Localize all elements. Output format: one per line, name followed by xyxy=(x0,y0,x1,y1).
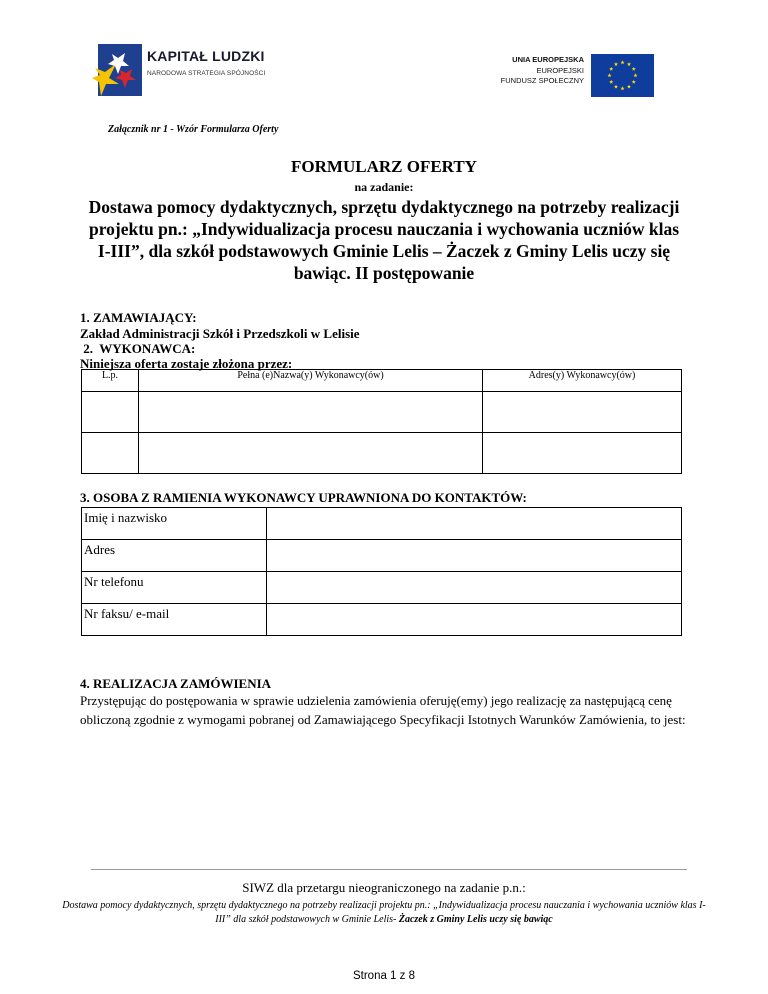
eu-logo-line1: UNIA EUROPEJSKA xyxy=(512,55,584,64)
kapital-ludzki-subtitle: NARODOWA STRATEGIA SPÓJNOŚCI xyxy=(147,70,266,77)
kapital-ludzki-title: KAPITAŁ LUDZKI xyxy=(147,48,265,64)
contractor-cell-address[interactable] xyxy=(483,433,682,474)
eu-logo xyxy=(492,53,662,98)
contact-value-name[interactable] xyxy=(267,508,682,540)
contractor-cell-lp[interactable] xyxy=(82,392,139,433)
section1-value: Zakład Administracji Szkół i Przedszkoli w Lelisie xyxy=(80,326,360,341)
contractor-table-header xyxy=(82,370,682,392)
contact-label-address: Adres xyxy=(82,540,267,572)
footer-divider xyxy=(91,869,687,870)
contact-row-address xyxy=(82,540,682,572)
contractor-row xyxy=(82,392,682,433)
section4-text: Przystępując do postępowania w sprawie udzielenia zamówienia oferuję(emy) jego realizację za następującą cenę obliczoną zgodnie z wymogami pobranej od Zamawiającego Specyfikacji Istotnych Warunków Zamówienia, to jest: xyxy=(80,693,686,727)
annex-label: Załącznik nr 1 - Wzór Formularza Oferty xyxy=(108,124,279,135)
footer-page-number: Strona 1 z 8 xyxy=(352,970,415,982)
eu-logo-line3: FUNDUSZ SPOŁECZNY xyxy=(500,76,584,85)
contact-label-phone: Nr telefonu xyxy=(82,572,267,604)
contractor-cell-lp[interactable] xyxy=(82,433,139,474)
contractor-col-address: Adres(y) Wykonawcy(ów) xyxy=(483,370,682,392)
footer-line1: SIWZ dla przetargu nieograniczonego na zadanie p.n.: xyxy=(242,880,526,895)
contact-label-fax-email: Nr faksu/ e-mail xyxy=(82,604,267,636)
contractor-table xyxy=(81,369,682,474)
kapital-ludzki-emblem-icon xyxy=(92,42,144,98)
section2-heading: 2. WYKONAWCA: xyxy=(80,341,196,356)
section1-heading: 1. ZAMAWIAJĄCY: xyxy=(80,310,197,325)
contact-person-table xyxy=(81,507,682,636)
contact-row-phone xyxy=(82,572,682,604)
form-on-task: na zadanie: xyxy=(354,180,414,194)
contact-row-fax-email xyxy=(82,604,682,636)
contact-value-address[interactable] xyxy=(267,540,682,572)
eu-logo-line2: EUROPEJSKI xyxy=(536,65,584,75)
eu-flag-icon xyxy=(591,54,654,97)
footer-line2-bold: Żaczek z Gminy Lelis uczy się bawiąc xyxy=(398,913,553,925)
section3-heading: 3. OSOBA Z RAMIENIA WYKONAWCY UPRAWNIONA DO KONTAKTÓW: xyxy=(80,490,527,505)
section2-intro: Niniejsza oferta zostaje złożona przez: xyxy=(80,356,293,371)
form-title: FORMULARZ OFERTY xyxy=(291,157,477,176)
contact-row-name xyxy=(82,508,682,540)
section4-heading: 4. REALIZACJA ZAMÓWIENIA xyxy=(80,676,272,691)
contractor-row xyxy=(82,433,682,474)
contractor-col-name: Pełna (e)Nazwa(y) Wykonawcy(ów) xyxy=(139,370,483,392)
footer-line2 xyxy=(60,899,708,926)
kapital-ludzki-logo xyxy=(92,42,292,98)
contractor-col-lp: L.p. xyxy=(82,370,139,392)
eu-logo-text xyxy=(501,55,584,87)
contractor-cell-address[interactable] xyxy=(483,392,682,433)
contact-value-phone[interactable] xyxy=(267,572,682,604)
form-subject: Dostawa pomocy dydaktycznych, sprzętu dydaktycznego na potrzeby realizacji projektu pn.: „Indywidualizacja procesu nauczania i wychowania uczniów klas I-III”, dla szkół podstawowych Gminie Lelis – Żaczek z Gminy Lelis uczy się bawiąc. II postępowanie xyxy=(88,197,680,283)
contact-value-fax-email[interactable] xyxy=(267,604,682,636)
contractor-cell-name[interactable] xyxy=(139,433,483,474)
contractor-cell-name[interactable] xyxy=(139,392,483,433)
footer-line2-normal: Dostawa pomocy dydaktycznych, sprzętu dydaktycznego na potrzeby realizacji projektu pn.: „Indywidualizacja procesu nauczania i wychowania uczniów klas I-III” dla szkół podstawowych w Gminie Lelis- xyxy=(62,900,706,925)
contact-label-name: Imię i nazwisko xyxy=(82,508,267,540)
